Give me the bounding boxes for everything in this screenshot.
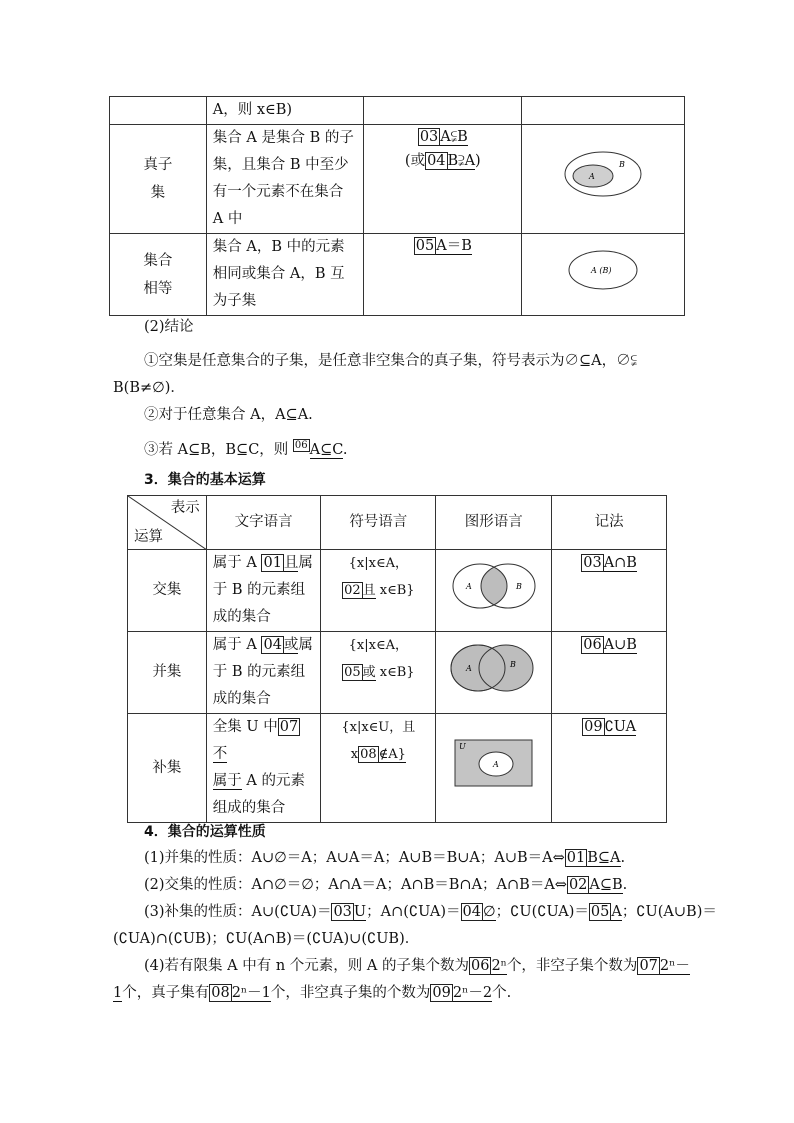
row-diagram (436, 632, 552, 714)
table-row (128, 550, 667, 632)
answer-number: 08 (211, 985, 230, 1001)
answer-number: 04 (462, 904, 481, 920)
section-3-title: 3．集合的基本运算 (144, 472, 266, 488)
set-a-label: A (465, 581, 472, 591)
subset-table (109, 96, 685, 316)
answer-number: 07 (279, 719, 299, 735)
answer-number: 04 (427, 153, 446, 169)
corner-top-label: 表示 (170, 500, 200, 516)
answer-number: 09 (584, 719, 603, 735)
conclusion-item-1b: B(B≠∅)． (113, 380, 185, 396)
row-symbol: 05 A＝B (364, 234, 522, 316)
row-notation: 06 A∪B (552, 632, 667, 714)
row-name: 真子 集 (110, 125, 207, 234)
answer-number: 01 (566, 850, 586, 866)
set-a-label: A (465, 663, 472, 673)
table-row (110, 125, 685, 234)
conclusion-item-2: ②对于任意集合 A，A⊆A. (144, 407, 313, 423)
corner-cell (128, 496, 207, 550)
row-diagram (522, 125, 685, 234)
column-header: 记法 (552, 496, 667, 550)
column-header: 文字语言 (206, 496, 321, 550)
row-symbol: {x|x∈U，且 x 08 ∉A} (321, 714, 436, 823)
answer-number: 05 (415, 238, 435, 254)
row-diagram (522, 234, 685, 316)
complement-venn (454, 738, 534, 788)
property-count: (4)若有限集 A 中有 n 个元素，则 A 的子集个数为 06 2ⁿ个，非空子集个数为 07 2ⁿ－ (144, 958, 690, 974)
row-name: 并集 (128, 632, 207, 714)
property-intersection: (2)交集的性质：A∩∅＝∅；A∩A＝A；A∩B＝B∩A；A∩B＝A⇔ 02 A⊆B. (144, 877, 628, 893)
corner-bottom-label: 运算 (134, 529, 163, 545)
conclusion-item-1: ①空集是任意集合的子集，是任意非空集合的真子集，符号表示为∅⊆A，∅⫋ (144, 353, 637, 369)
row-diagram (436, 550, 552, 632)
proper-subset-venn (563, 150, 643, 198)
row-text: 全集 U 中 07不 属于 A 的元素 组成的集合 (206, 714, 321, 823)
row-text: 属于 A 01 且属 于 B 的元素组 成的集合 (206, 550, 321, 632)
row-notation: 03 A∩B (552, 550, 667, 632)
conclusion-item-3: ③若 A⊆B，B⊆C，则 $^{06}$ A⊆C. (144, 440, 348, 458)
answer-number: 03 (583, 555, 602, 571)
set-b-circle (479, 645, 533, 691)
set-b-label: B (509, 659, 516, 669)
table-row (128, 632, 667, 714)
property-complement-cont: (∁UA)∩(∁UB)；∁U(A∩B)＝(∁UA)∪(∁UB)． (113, 931, 420, 947)
intersection-venn (444, 561, 544, 611)
answer-number: 06 (470, 958, 490, 974)
answer-number: 06 (294, 440, 308, 451)
set-a-label: A (589, 172, 595, 181)
row-text: 集合 A，B 中的元素 相同或集合 A，B 互 为子集 (206, 234, 364, 316)
set-a-label: A (492, 760, 499, 769)
answer-number: 03 (333, 904, 352, 920)
row-name: 集合 相等 (110, 234, 207, 316)
row-name: 补集 (128, 714, 207, 823)
row-symbol: 03 A⫋B (或 04 B⫌A) (364, 125, 522, 234)
answer-number: 01 (263, 555, 282, 571)
row-symbol: {x|x∈A， 02 且 x∈B} (321, 550, 436, 632)
row-text: 集合 A 是集合 B 的子 集，且集合 B 中至少 有一个元素不在集合 A 中 (206, 125, 364, 234)
union-venn (444, 642, 544, 694)
universe-label: U (458, 742, 466, 751)
table-row (110, 234, 685, 316)
answer-number: 08 (360, 747, 377, 762)
set-b-label: B (515, 581, 522, 591)
property-union: (1)并集的性质：A∪∅＝A；A∪A＝A；A∪B＝B∪A；A∪B＝A⇔ 01 B⊆A. (144, 850, 626, 866)
answer-number: 03 (419, 129, 439, 145)
set-b-label: B (619, 160, 625, 169)
operations-table (127, 495, 667, 823)
answer-number: 05 (344, 665, 361, 680)
row-text: A，则 x∈B) (206, 97, 364, 125)
table-header-row (128, 496, 667, 550)
property-count-cont: 1个，真子集有 08 2ⁿ－1个，非空真子集的个数为 09 2ⁿ－2个. (113, 985, 512, 1001)
table-row (128, 714, 667, 823)
answer-number: 06 (583, 637, 602, 653)
section-4-title: 4．集合的运算性质 (144, 824, 266, 840)
table-row (110, 97, 685, 125)
set-ab-label: A (B) (591, 265, 612, 275)
row-notation: 09 ∁UA (552, 714, 667, 823)
row-name: 交集 (128, 550, 207, 632)
answer-number: 05 (590, 904, 610, 920)
column-header: 符号语言 (321, 496, 436, 550)
answer-number: 04 (263, 637, 282, 653)
column-header: 图形语言 (436, 496, 552, 550)
row-text: 属于 A 04 或属 于 B 的元素组 成的集合 (206, 632, 321, 714)
answer-number: 07 (639, 958, 658, 974)
answer-number: 02 (344, 583, 361, 598)
answer-number: 02 (568, 877, 588, 893)
row-diagram (436, 714, 552, 823)
row-symbol: {x|x∈A， 05 或 x∈B} (321, 632, 436, 714)
property-complement: (3)补集的性质：A∪(∁UA)＝ 03 U；A∩(∁UA)＝ 04 ∅；∁U(∁UA)＝ 05 A；∁U(A∪B)＝ (144, 904, 717, 920)
equal-sets-venn (567, 249, 639, 291)
conclusion-title: (2)结论 (144, 319, 194, 335)
answer-number: 09 (432, 985, 451, 1001)
